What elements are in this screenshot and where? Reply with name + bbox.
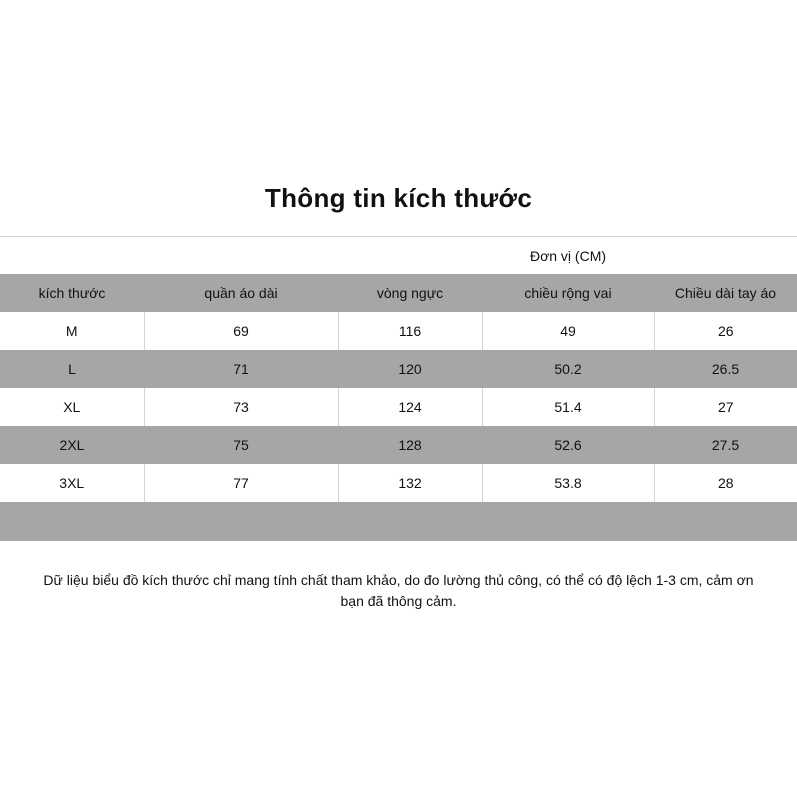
table-cell-chest: 116 bbox=[338, 312, 482, 350]
table-row bbox=[0, 426, 797, 464]
column-header-size: kích thước bbox=[0, 274, 144, 312]
table-row bbox=[0, 388, 797, 426]
table-cell-chest: 132 bbox=[338, 464, 482, 502]
size-table bbox=[0, 274, 797, 502]
table-cell-length: 71 bbox=[144, 350, 338, 388]
table-footer-band bbox=[0, 502, 797, 541]
table-row bbox=[0, 464, 797, 502]
table-cell-size: XL bbox=[63, 399, 81, 415]
column-header-chest: vòng ngực bbox=[338, 274, 482, 312]
table-cell-size: L bbox=[0, 350, 144, 388]
table-cell-chest: 120 bbox=[338, 350, 482, 388]
column-header-sleeve: Chiều dài tay áo bbox=[654, 274, 797, 312]
table-cell-shoulder: 52.6 bbox=[482, 426, 654, 464]
table-cell-shoulder: 51.4 bbox=[482, 388, 654, 426]
table-cell-shoulder: 49 bbox=[482, 312, 654, 350]
table-cell-size: 2XL bbox=[0, 426, 144, 464]
table-cell-shoulder: 53.8 bbox=[482, 464, 654, 502]
table-cell-sleeve: 26 bbox=[654, 312, 797, 350]
table-cell-length: 69 bbox=[144, 312, 338, 350]
table-cell-chest: 124 bbox=[338, 388, 482, 426]
table-row bbox=[0, 350, 797, 388]
table-cell-shoulder: 50.2 bbox=[482, 350, 654, 388]
disclaimer-line-1: Dữ liệu biểu đồ kích thước chỉ mang tính chất tham khảo, do đo lường thủ công, có thể có độ lệch 1-3 cm, cảm ơn bbox=[43, 572, 754, 588]
table-cell-sleeve: 27.5 bbox=[654, 426, 797, 464]
disclaimer-note bbox=[0, 570, 797, 612]
divider bbox=[0, 236, 797, 237]
page-title: Thông tin kích thước bbox=[264, 183, 533, 213]
table-cell-size: 3XL bbox=[59, 475, 85, 491]
table-cell-sleeve: 26.5 bbox=[654, 350, 797, 388]
table-cell-length: 75 bbox=[144, 426, 338, 464]
table-row bbox=[0, 312, 797, 350]
disclaimer-line-2: bạn đã thông cảm. bbox=[340, 593, 457, 609]
table-cell-sleeve: 27 bbox=[654, 388, 797, 426]
table-header-row bbox=[0, 274, 797, 312]
column-header-length: quần áo dài bbox=[144, 274, 338, 312]
table-cell-length: 73 bbox=[144, 388, 338, 426]
table-cell-length: 77 bbox=[144, 464, 338, 502]
table-cell-chest: 128 bbox=[338, 426, 482, 464]
table-cell-sleeve: 28 bbox=[654, 464, 797, 502]
table-cell-size: M bbox=[65, 323, 78, 339]
unit-label: Đơn vị (CM) bbox=[529, 248, 607, 264]
column-header-shoulder: chiều rộng vai bbox=[482, 274, 654, 312]
